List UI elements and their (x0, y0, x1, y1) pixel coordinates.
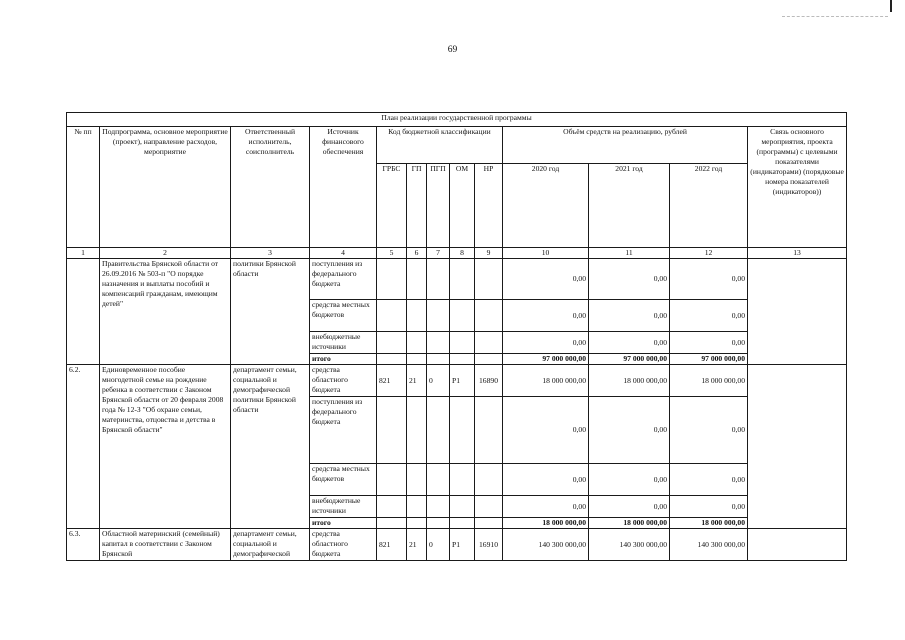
header-link: Связь основного мероприятия, проекта (программы) с целевыми показателями (индикаторами) (порядковые номера показателей (индикаторов)) (748, 127, 847, 248)
amount-2021: 0,00 (589, 496, 670, 518)
amount-2022: 0,00 (670, 496, 748, 518)
cell-gp (407, 496, 427, 518)
amount-2021: 0,00 (589, 332, 670, 354)
amount-2020: 0,00 (503, 397, 589, 464)
program-plan-table (66, 112, 847, 561)
cell-om (450, 259, 475, 300)
measure-name: Правительства Брянской области от 26.09.2016 № 503-п "О порядке назначения и выплаты пособий и компенсаций гражданам, имеющим детей" (100, 259, 231, 365)
amount-2020: 0,00 (503, 300, 589, 332)
measure-executor: департамент семьи, социальной и демографической (231, 529, 310, 561)
cell-nr (475, 259, 503, 300)
table-title-row (67, 113, 847, 127)
table-title: План реализации государственной программы (67, 113, 847, 127)
cell-gp (407, 300, 427, 332)
amount-2020: 0,00 (503, 332, 589, 354)
amount-2021: 0,00 (589, 300, 670, 332)
col-number: 1 (67, 248, 100, 259)
cell-pgp (427, 397, 450, 464)
row-num: 6.2. (67, 365, 100, 529)
cell-om: P1 (450, 529, 475, 561)
total-2022: 97 000 000,00 (670, 354, 748, 365)
header-nr: НР (475, 164, 503, 248)
scan-edge-mark (890, 0, 892, 12)
column-numbers-row (67, 248, 847, 259)
amount-2022: 0,00 (670, 397, 748, 464)
header-grbs: ГРБС (377, 164, 407, 248)
cell-pgp: 0 (427, 529, 450, 561)
amount-2020: 0,00 (503, 464, 589, 496)
col-number: 4 (310, 248, 377, 259)
cell-gp (407, 259, 427, 300)
amount-2022: 0,00 (670, 259, 748, 300)
amount-2020: 140 300 000,00 (503, 529, 589, 561)
cell-pgp (427, 259, 450, 300)
cell-gp (407, 332, 427, 354)
cell-grbs: 821 (377, 529, 407, 561)
cell-nr (475, 300, 503, 332)
measure-executor: департамент семьи, социальной и демографической политики Брянской области (231, 365, 310, 529)
measure-executor: политики Брянской области (231, 259, 310, 365)
amount-2021: 18 000 000,00 (589, 365, 670, 397)
cell-gp (407, 518, 427, 529)
funding-source: поступления из федерального бюджета (310, 397, 377, 464)
funding-source-total: итого (310, 518, 377, 529)
measure-name: Единовременное пособие многодетной семье на рождение ребенка в соответствии с Законом Брянской области от 20 февраля 2008 года № 12-З "Об охране семьи, материнства, отцовства и детства в Брянской области" (100, 365, 231, 529)
cell-nr (475, 518, 503, 529)
cell-nr (475, 464, 503, 496)
header-executor: Ответственный исполнитель, соисполнитель (231, 127, 310, 248)
col-number: 9 (475, 248, 503, 259)
cell-nr (475, 354, 503, 365)
col-number: 10 (503, 248, 589, 259)
funding-source: средства областного бюджета (310, 529, 377, 561)
funding-source: средства местных бюджетов (310, 464, 377, 496)
col-number: 2 (100, 248, 231, 259)
cell-grbs (377, 397, 407, 464)
header-om: ОМ (450, 164, 475, 248)
amount-2022: 140 300 000,00 (670, 529, 748, 561)
header-budget-code: Код бюджетной классификации (377, 127, 503, 164)
cell-om (450, 518, 475, 529)
col-number: 5 (377, 248, 407, 259)
header-gp: ГП (407, 164, 427, 248)
header-num: № пп (67, 127, 100, 248)
cell-gp (407, 464, 427, 496)
cell-gp (407, 354, 427, 365)
cell-gp: 21 (407, 529, 427, 561)
col-number: 3 (231, 248, 310, 259)
funding-source: внебюджетные источники (310, 332, 377, 354)
header-2022: 2022 год (670, 164, 748, 248)
cell-pgp (427, 332, 450, 354)
amount-2022: 0,00 (670, 300, 748, 332)
cell-nr (475, 332, 503, 354)
total-2022: 18 000 000,00 (670, 518, 748, 529)
header-2021: 2021 год (589, 164, 670, 248)
header-2020: 2020 год (503, 164, 589, 248)
funding-source: поступления из федерального бюджета (310, 259, 377, 300)
amount-2020: 18 000 000,00 (503, 365, 589, 397)
header-pgp: ПГП (427, 164, 450, 248)
amount-2020: 0,00 (503, 496, 589, 518)
amount-2020: 0,00 (503, 259, 589, 300)
row-num: 6.3. (67, 529, 100, 561)
cell-pgp (427, 496, 450, 518)
header-row-1 (67, 127, 847, 164)
cell-om (450, 496, 475, 518)
total-2020: 18 000 000,00 (503, 518, 589, 529)
row-num (67, 259, 100, 365)
funding-source: средства местных бюджетов (310, 300, 377, 332)
cell-pgp (427, 354, 450, 365)
indicator-link (748, 529, 847, 561)
col-number: 6 (407, 248, 427, 259)
cell-pgp (427, 300, 450, 332)
header-source: Источник финансового обеспечения (310, 127, 377, 248)
cell-grbs (377, 332, 407, 354)
funding-source-total: итого (310, 354, 377, 365)
total-2021: 97 000 000,00 (589, 354, 670, 365)
amount-2021: 0,00 (589, 397, 670, 464)
scan-dash-line (782, 16, 888, 17)
amount-2021: 140 300 000,00 (589, 529, 670, 561)
cell-gp (407, 397, 427, 464)
funding-source: средства областного бюджета (310, 365, 377, 397)
cell-nr: 16910 (475, 529, 503, 561)
page-number: 69 (447, 45, 458, 55)
header-subprogram: Подпрограмма, основное мероприятие (проект), направление расходов, мероприятие (100, 127, 231, 248)
amount-2021: 0,00 (589, 464, 670, 496)
col-number: 11 (589, 248, 670, 259)
table-row (67, 259, 847, 300)
amount-2022: 0,00 (670, 464, 748, 496)
cell-om (450, 464, 475, 496)
table-row (67, 529, 847, 561)
amount-2021: 0,00 (589, 259, 670, 300)
cell-grbs (377, 464, 407, 496)
col-number: 8 (450, 248, 475, 259)
total-2021: 18 000 000,00 (589, 518, 670, 529)
funding-source: внебюджетные источники (310, 496, 377, 518)
cell-grbs (377, 496, 407, 518)
indicator-link (748, 365, 847, 529)
measure-name: Областной материнский (семейный) капитал в соответствии с Законом Брянской (100, 529, 231, 561)
cell-om (450, 397, 475, 464)
cell-om (450, 354, 475, 365)
cell-grbs (377, 518, 407, 529)
amount-2022: 18 000 000,00 (670, 365, 748, 397)
cell-nr (475, 496, 503, 518)
cell-gp: 21 (407, 365, 427, 397)
cell-grbs: 821 (377, 365, 407, 397)
cell-om (450, 300, 475, 332)
indicator-link (748, 259, 847, 365)
cell-grbs (377, 354, 407, 365)
cell-om (450, 332, 475, 354)
cell-pgp (427, 518, 450, 529)
cell-nr (475, 397, 503, 464)
col-number: 12 (670, 248, 748, 259)
cell-pgp (427, 464, 450, 496)
total-2020: 97 000 000,00 (503, 354, 589, 365)
cell-grbs (377, 300, 407, 332)
col-number: 13 (748, 248, 847, 259)
col-number: 7 (427, 248, 450, 259)
cell-pgp: 0 (427, 365, 450, 397)
header-volume: Объём средств на реализацию, рублей (503, 127, 748, 164)
amount-2022: 0,00 (670, 332, 748, 354)
cell-nr: 16890 (475, 365, 503, 397)
cell-om: P1 (450, 365, 475, 397)
cell-grbs (377, 259, 407, 300)
table-row (67, 365, 847, 397)
